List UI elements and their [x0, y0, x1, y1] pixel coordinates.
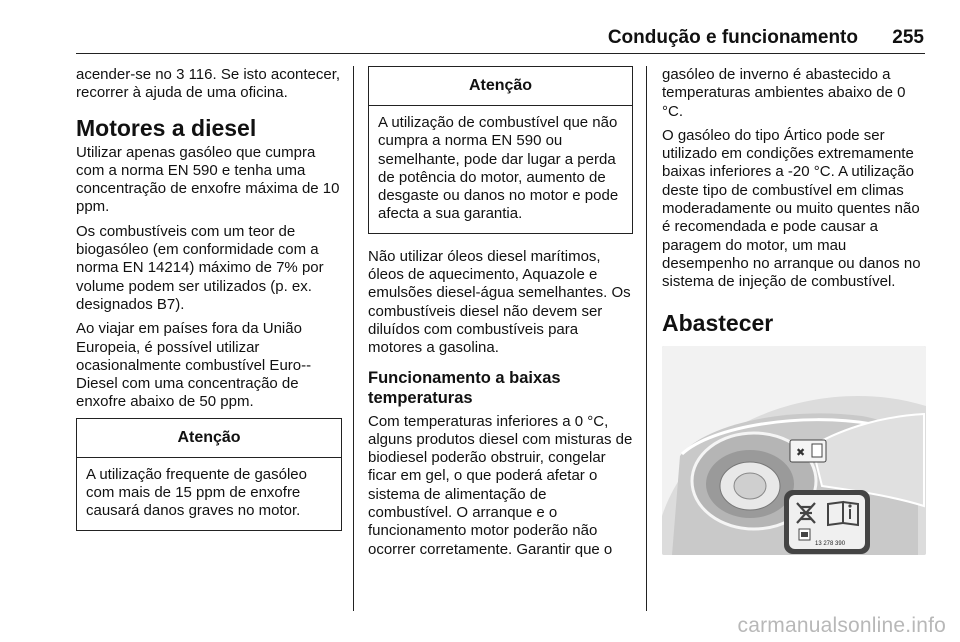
- chapter-title: Condução e funcionamento: [607, 27, 858, 48]
- paragraph: Não utilizar óleos diesel marítimos, óleos de aquecimento, Aquazole e emulsões diesel-água semelhantes. Os combustíveis diesel não devem ser diluídos com combustíveis para motores a gasolina.: [368, 247, 631, 357]
- column-divider-2: [646, 66, 647, 611]
- section-heading-diesel: Motores a diesel: [76, 114, 257, 141]
- watermark: carmanualsonline.info: [737, 614, 946, 637]
- section-heading-low-temperatures: Funcionamento a baixas temperaturas: [368, 368, 561, 407]
- fuel-filler-drawing: [662, 346, 926, 555]
- column-3: [662, 66, 926, 555]
- column-divider-1: [353, 66, 354, 611]
- warning-title: Atenção: [369, 67, 632, 106]
- figure-code: 13 278 390: [815, 540, 846, 547]
- paragraph: Os combustíveis com um teor de biogasóleo (em conformidade com a norma EN 14214) máximo de 7% por volume podem ser utilizados (p. ex. designados B7).: [76, 222, 324, 313]
- paragraph: O gasóleo do tipo Ártico pode ser utilizado em condições extremamente baixas inferiores a -20 °C. A utilização deste tipo de combustível em climas moderadamente ou muito quentes não é recomendada e pode causar a paragem do motor, um mau desempenho no arranque ou danos no sistema de injeção de combustível.: [662, 126, 921, 291]
- header-rule: [76, 53, 925, 54]
- svg-text:✖: ✖: [796, 445, 806, 459]
- warning-text: A utilização de combustível que não cumpra a norma EN 590 ou semelhante, pode dar lugar a perda de potência do motor, aumento de desgaste ou danos no motor e pode afecta a sua garantia.: [378, 114, 619, 223]
- paragraph: Ao viajar em países fora da União Europeia, é possível utilizar ocasionalmente combustível Euro--Diesel com uma concentração de enxofre abaixo de 50 ppm.: [76, 320, 312, 411]
- fuel-filler-illustration: [662, 346, 926, 555]
- intro-paragraph: acender-se no 3 116. Se isto acontecer, recorrer à ajuda de uma oficina.: [76, 66, 341, 102]
- column-1: [76, 66, 342, 543]
- warning-box: [368, 66, 633, 234]
- paragraph: Utilizar apenas gasóleo que cumpra com a norma EN 590 e tenha uma concentração de enxofre máxima de 10 ppm.: [76, 143, 340, 216]
- warning-text: A utilização frequente de gasóleo com mais de 15 ppm de enxofre causará danos graves no motor.: [86, 465, 307, 520]
- paragraph: Com temperaturas inferiores a 0 °C, alguns produtos diesel com misturas de biodiesel poderão obstruir, congelar ficar em gel, o que poderá afetar o sistema de alimentação de combustível. O arranque e o funcionamento motor poderão não ocorrer corretamente. Garantir que o: [368, 412, 633, 558]
- section-heading-refuelling: Abastecer: [662, 309, 774, 336]
- column-2: [368, 62, 633, 565]
- warning-box: [76, 418, 342, 531]
- page-number: 255: [892, 27, 924, 48]
- warning-title: Atenção: [77, 419, 341, 458]
- paragraph: gasóleo de inverno é abastecido a temperaturas ambientes abaixo de 0 °C.: [662, 66, 906, 120]
- page-header: [76, 27, 924, 53]
